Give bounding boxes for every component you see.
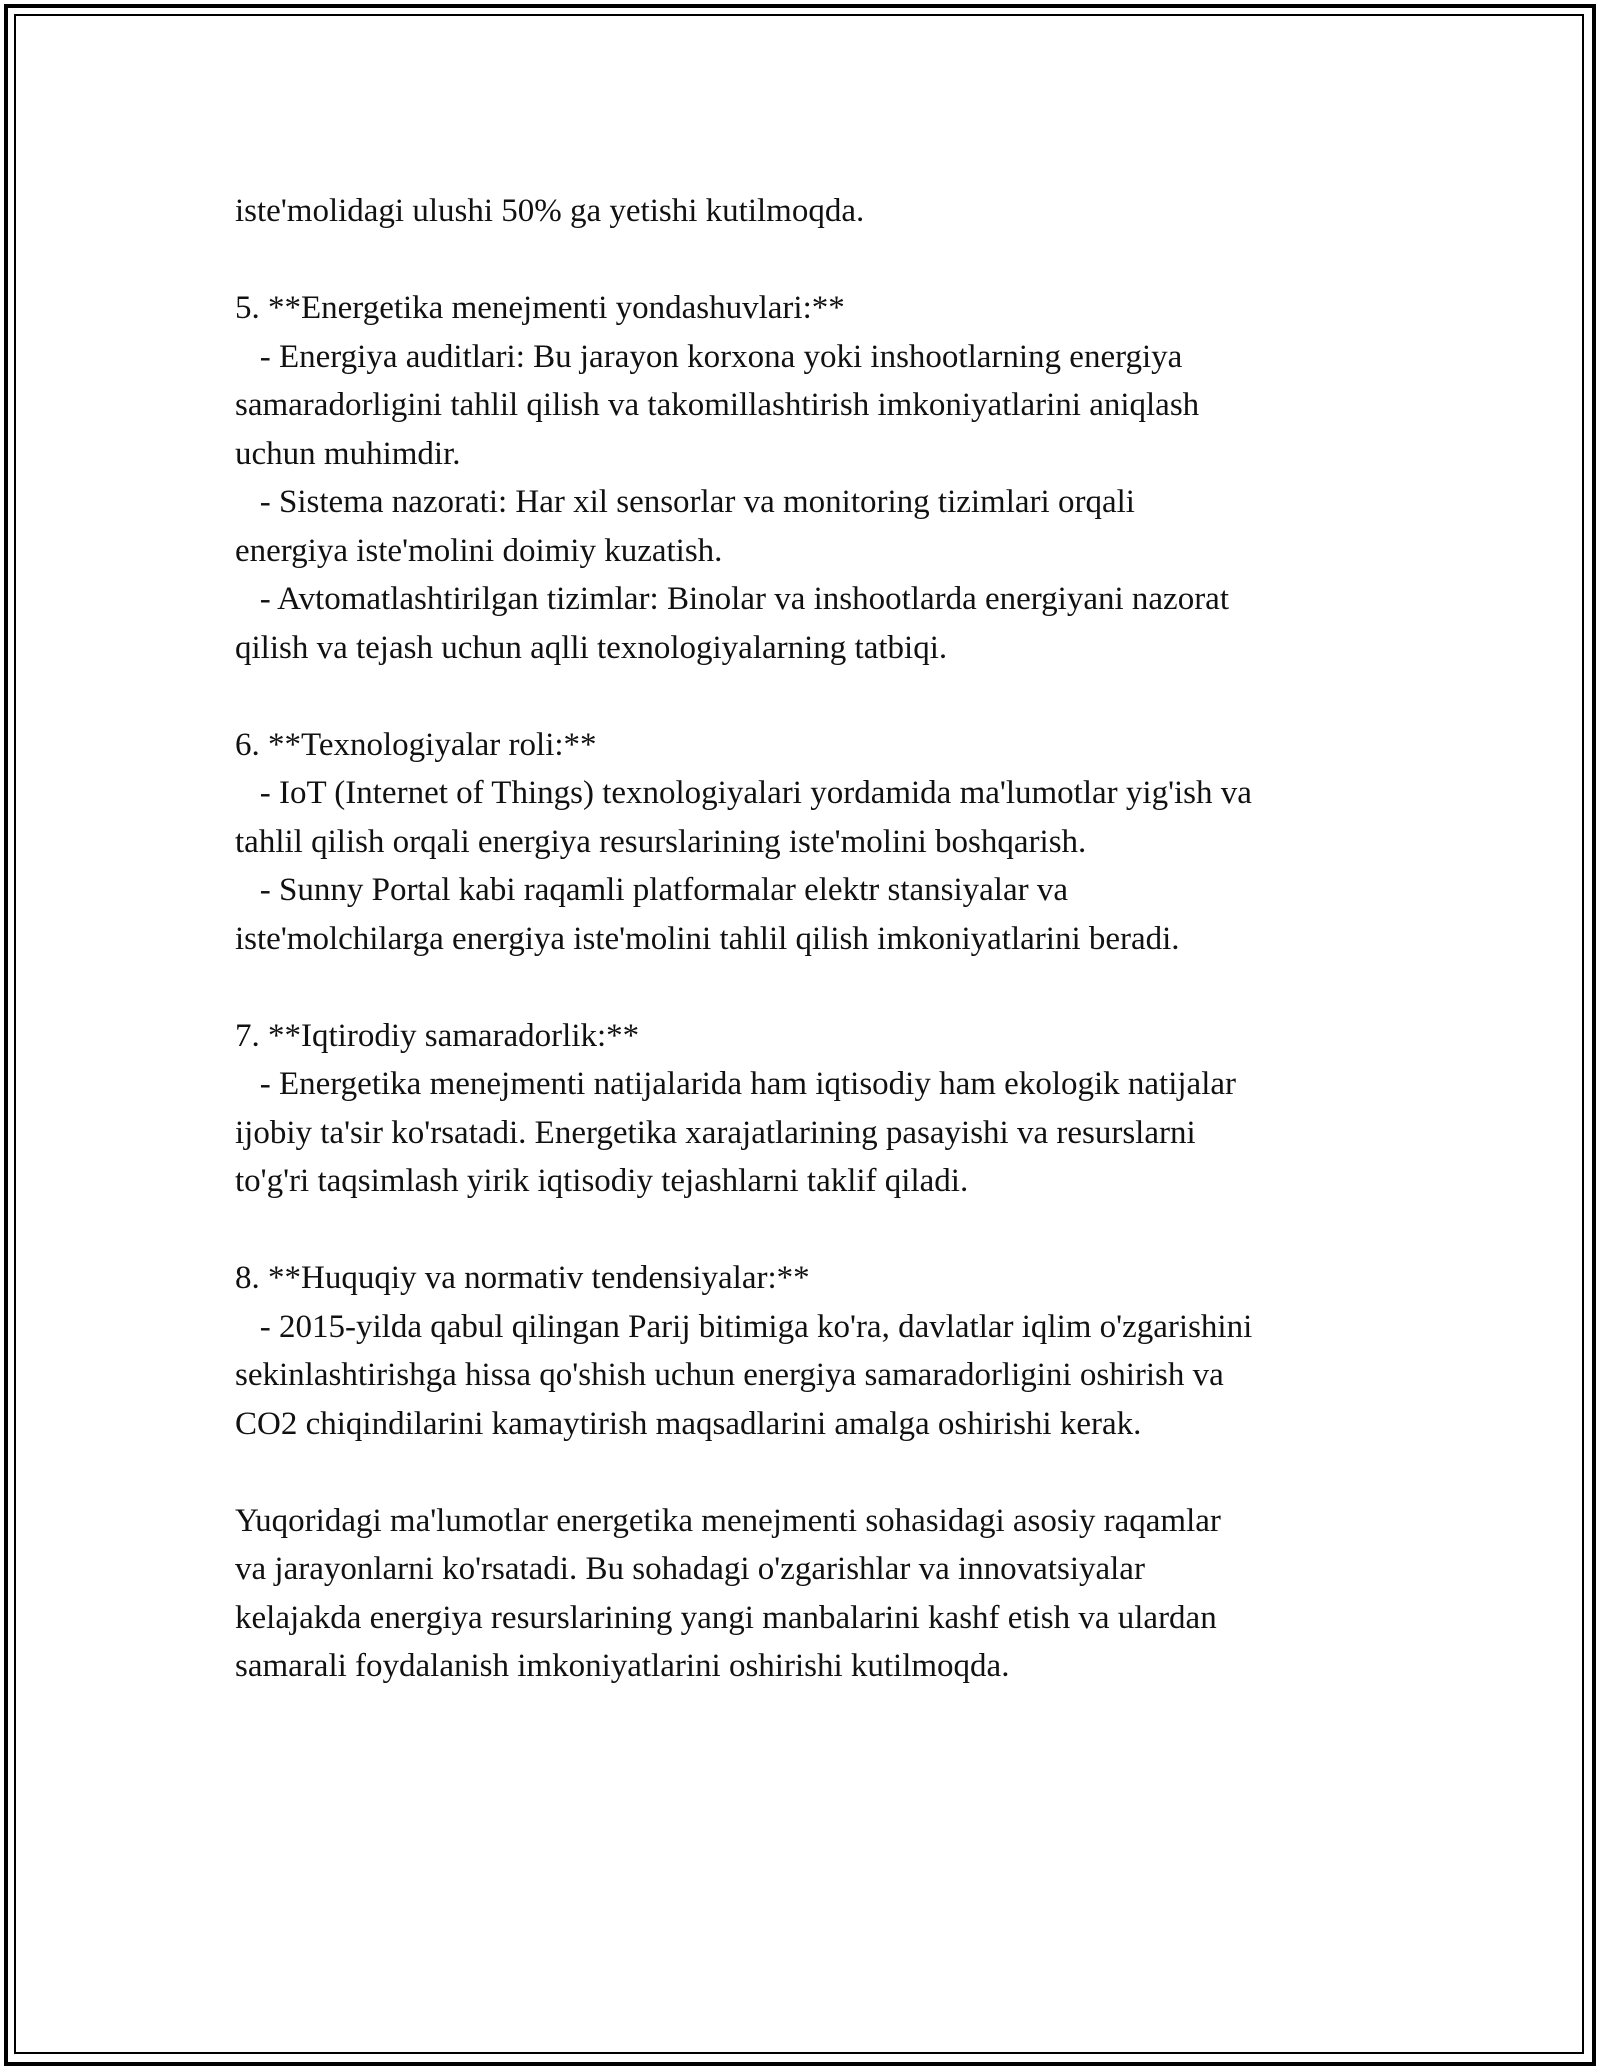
document-body — [235, 187, 1415, 1691]
text-line: tahlil qilish orqali energiya resurslarining iste'molini boshqarish. — [235, 823, 1087, 860]
text-line: - Avtomatlashtirilgan tizimlar: Binolar va inshootlarda energiyani nazorat — [235, 581, 1229, 617]
text-line: iste'molidagi ulushi 50% ga yetishi kutilmoqda. — [235, 193, 865, 229]
section-heading-8: 8. **Huquqiy va normativ tendensiyalar:** — [235, 1260, 810, 1296]
text-line: - IoT (Internet of Things) texnologiyalari yordamida ma'lumotlar yig'ish va — [235, 775, 1252, 811]
section-heading-7: 7. **Iqtirodiy samaradorlik:** — [235, 1017, 640, 1054]
text-line: ijobiy ta'sir ko'rsatadi. Energetika xarajatlarining pasayishi va resurslarni — [235, 1114, 1196, 1151]
text-line: to'g'ri taqsimlash yirik iqtisodiy tejashlarni taklif qiladi. — [235, 1163, 969, 1199]
text-line: - Energetika menejmenti natijalarida ham iqtisodiy ham ekologik natijalar — [235, 1066, 1237, 1102]
conclusion-line: Yuqoridagi ma'lumotlar energetika menejmenti sohasidagi asosiy raqamlar — [235, 1502, 1221, 1539]
text-line: - 2015-yilda qabul qilingan Parij bitimiga ko'ra, davlatlar iqlim o'zgarishini — [235, 1308, 1253, 1345]
conclusion-line: samarali foydalanish imkoniyatlarini oshirishi kutilmoqda. — [235, 1648, 1010, 1684]
section-heading-5: 5. **Energetika menejmenti yondashuvlari:** — [235, 290, 845, 326]
blank-line — [235, 236, 1415, 285]
section-heading-6: 6. **Texnologiyalar roli:** — [235, 726, 597, 763]
blank-line — [235, 1448, 1415, 1497]
text-line: - Energiya auditlari: Bu jarayon korxona yoki inshootlarning energiya — [235, 338, 1183, 375]
text-line: iste'molchilarga energiya iste'molini tahlil qilish imkoniyatlarini beradi. — [235, 920, 1180, 957]
text-line: uchun muhimdir. — [235, 435, 461, 472]
text-line: - Sunny Portal kabi raqamli platformalar elektr stansiyalar va — [235, 872, 1068, 908]
text-line: samaradorligini tahlil qilish va takomillashtirish imkoniyatlarini aniqlash — [235, 387, 1200, 423]
conclusion-line: kelajakda energiya resurslarining yangi manbalarini kashf etish va ulardan — [235, 1599, 1217, 1636]
blank-line — [235, 672, 1415, 721]
blank-line — [235, 963, 1415, 1012]
text-line: sekinlashtirishga hissa qo'shish uchun energiya samaradorligini oshirish va — [235, 1357, 1224, 1393]
text-line: CO2 chiqindilarini kamaytirish maqsadlarini amalga oshirishi kerak. — [235, 1405, 1142, 1442]
conclusion-line: va jarayonlarni ko'rsatadi. Bu sohadagi o'zgarishlar va innovatsiyalar — [235, 1551, 1145, 1587]
text-line: qilish va tejash uchun aqlli texnologiyalarning tatbiqi. — [235, 629, 948, 666]
text-line: - Sistema nazorati: Har xil sensorlar va monitoring tizimlari orqali — [235, 484, 1135, 520]
text-line: energiya iste'molini doimiy kuzatish. — [235, 532, 723, 569]
blank-line — [235, 1206, 1415, 1255]
